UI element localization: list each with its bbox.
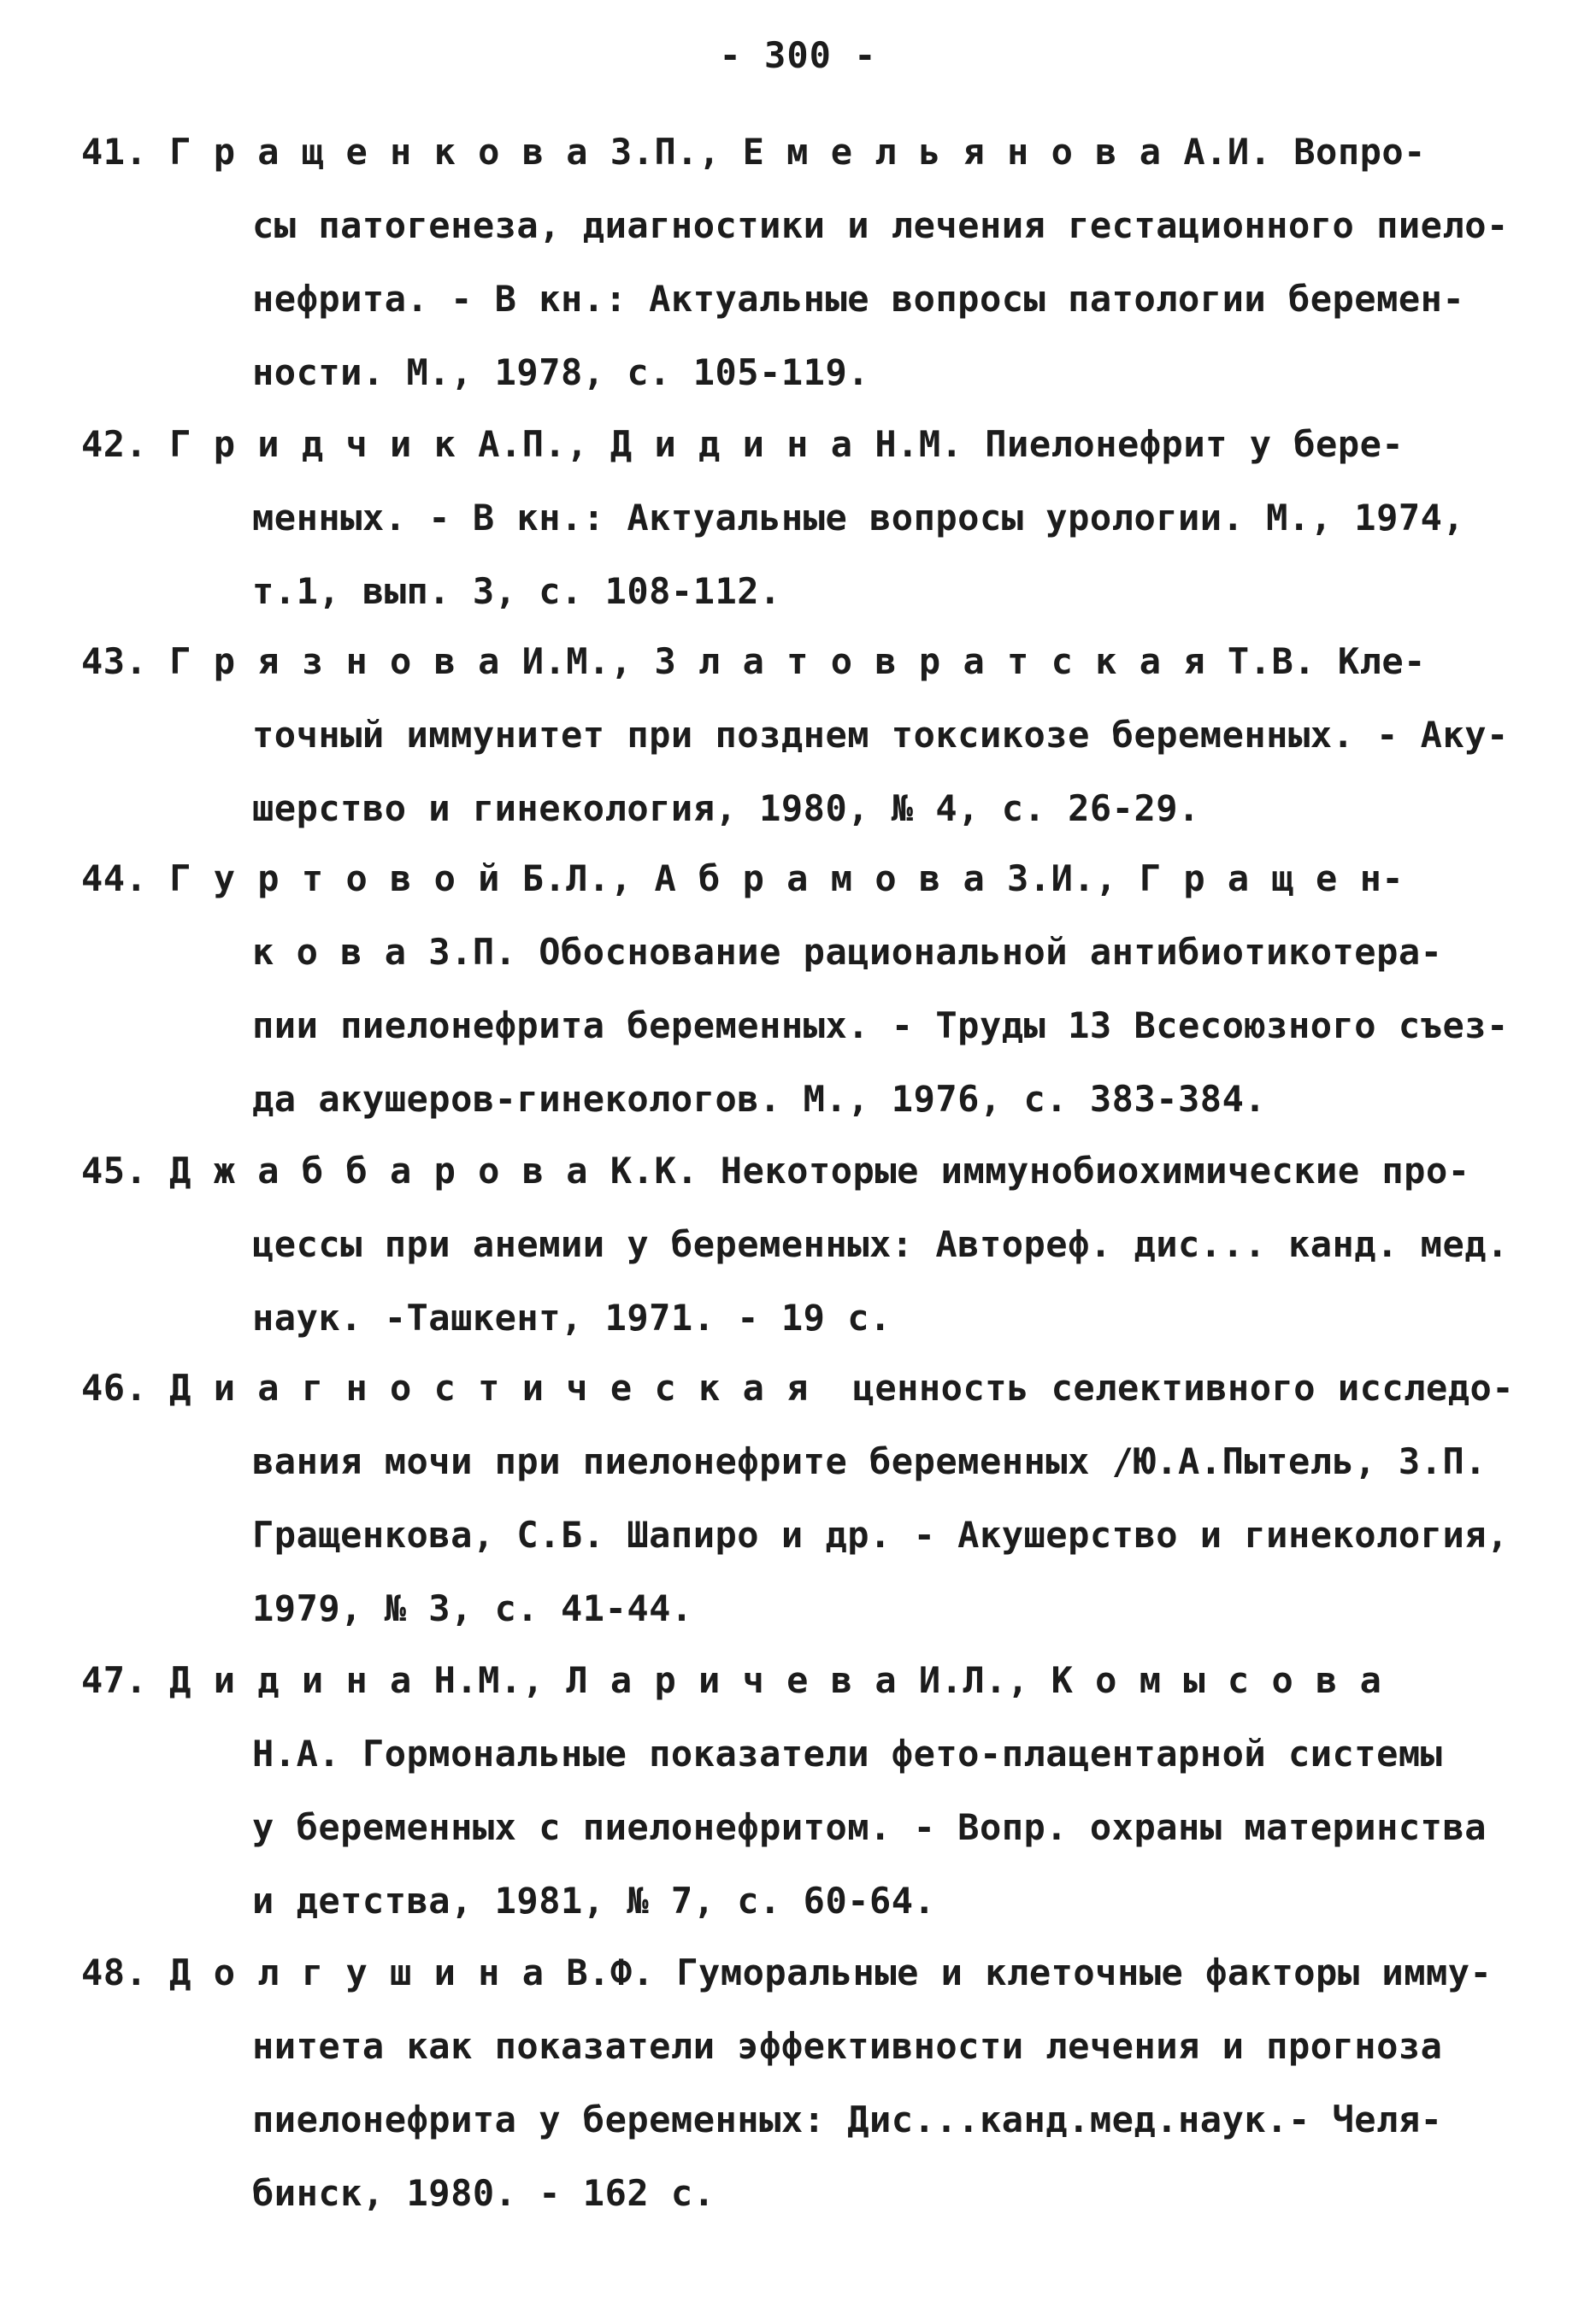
entry-number: 42. [81, 423, 148, 465]
entry-line: К.К. Некоторые иммунобиохимические про- [588, 1150, 1470, 1192]
entry-line: бинск, 1980. - 162 с. [252, 2172, 716, 2214]
entry-first-line [81, 638, 1426, 686]
entry-authors: Г у р т о в о й [169, 857, 500, 899]
entry-line: менных. - В кн.: Актуальные вопросы урологии. М., 1974, [252, 497, 1465, 539]
entry-number: 48. [81, 1952, 148, 1993]
entry-line: А.П., Д и д и н а Н.М. Пиелонефрит у бере- [456, 423, 1405, 465]
entry-authors: Д и д и н а [169, 1659, 412, 1701]
entry-line: ности. М., 1978, с. 105-119. [252, 351, 870, 393]
entry-line: к о в а З.П. Обоснование рациональной антибиотикотера- [252, 931, 1443, 973]
entry-line: И.М., З л а т о в р а т с к а я Т.В. Кле- [499, 640, 1426, 682]
entry-line: и детства, 1981, № 7, с. 60-64. [252, 1880, 936, 1922]
entry-line: З.П., Е м е л ь я н о в а А.И. Вопро- [588, 131, 1426, 173]
entry-line: нитета как показатели эффективности лечения и прогноза [252, 2025, 1443, 2067]
entry-line: да акушеров-гинекологов. М., 1976, с. 383-384. [252, 1078, 1267, 1120]
entry-first-line [81, 855, 1404, 903]
entry-first-line [81, 421, 1404, 468]
entry-line: Гращенкова, С.Б. Шапиро и др. - Акушерство и гинекология, [252, 1514, 1509, 1556]
entry-authors: Д ж а б б а р о в а [169, 1150, 589, 1192]
entry-number: 41. [81, 131, 148, 173]
entry-line: пии пиелонефрита беременных. - Труды 13 Всесоюзного съез- [252, 1004, 1509, 1046]
entry-line: 1979, № 3, с. 41-44. [252, 1587, 693, 1629]
entry-number: 45. [81, 1150, 148, 1192]
entry-line: т.1, вып. 3, с. 108-112. [252, 570, 781, 612]
entry-authors: Г р я з н о в а [169, 640, 500, 682]
entry-number: 46. [81, 1367, 148, 1409]
entry-authors: Г р и д ч и к [169, 423, 456, 465]
entry-line: цессы при анемии у беременных: Автореф. дис... канд. мед. [252, 1223, 1509, 1265]
entry-line: у беременных с пиелонефритом. - Вопр. охраны материнства [252, 1806, 1487, 1848]
entry-line: ценность селективного исследо- [808, 1367, 1515, 1409]
entry-authors: Г р а щ е н к о в а [169, 131, 589, 173]
entry-line: шерство и гинекология, 1980, № 4, с. 26-29. [252, 787, 1200, 829]
entry-number: 47. [81, 1659, 148, 1701]
entry-line: сы патогенеза, диагностики и лечения гестационного пиело- [252, 204, 1509, 246]
entry-line: Б.Л., А б р а м о в а З.И., Г р а щ е н- [499, 857, 1405, 899]
entry-line: вания мочи при пиелонефрите беременных /Ю.А.Пытель, З.П. [252, 1440, 1487, 1482]
entry-line: В.Ф. Гуморальные и клеточные факторы имму- [544, 1952, 1493, 1993]
entry-number: 43. [81, 640, 148, 682]
entry-line: Н.А. Гормональные показатели фето-плацентарной системы [252, 1733, 1443, 1775]
entry-first-line [81, 1364, 1514, 1412]
entry-authors: Д о л г у ш и н а [169, 1952, 545, 1993]
entry-line: точный иммунитет при позднем токсикозе беременных. - Аку- [252, 714, 1509, 756]
entry-first-line [81, 1147, 1470, 1195]
page-number: - 300 - [719, 34, 877, 76]
entry-number: 44. [81, 857, 148, 899]
entry-line: нефрита. - В кн.: Актуальные вопросы патологии беремен- [252, 278, 1465, 320]
entry-first-line [81, 128, 1426, 176]
entry-line: пиелонефрита у беременных: Дис...канд.мед.наук.- Челя- [252, 2099, 1443, 2140]
entry-first-line [81, 1949, 1492, 1997]
entry-line: Н.М., Л а р и ч е в а И.Л., К о м ы с о в а [411, 1659, 1382, 1701]
entry-first-line [81, 1657, 1381, 1705]
entry-authors: Д и а г н о с т и ч е с к а я [169, 1367, 809, 1409]
entry-line: наук. -Ташкент, 1971. - 19 с. [252, 1297, 892, 1339]
